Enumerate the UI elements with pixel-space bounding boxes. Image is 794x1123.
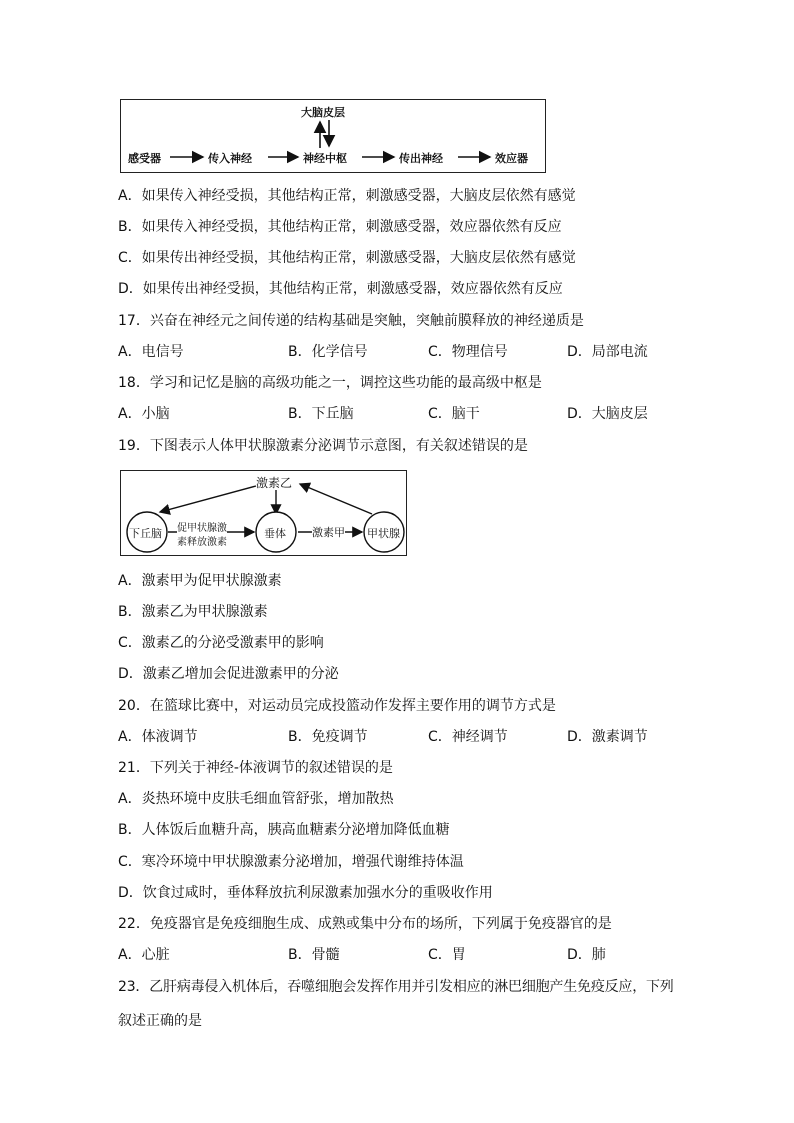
pituitary-label: 垂体	[264, 527, 286, 540]
q20-stem: 20．在篮球比赛中，对运动员完成投篮动作发挥主要作用的调节方式是	[118, 698, 556, 714]
q18-option-a: A．小脑	[118, 406, 170, 422]
q16-option-c: C．如果传出神经受损，其他结构正常，刺激感受器，大脑皮层依然有感觉	[118, 250, 576, 266]
q20-option-d: D．激素调节	[567, 729, 648, 745]
q18-stem: 18．学习和记忆是脑的高级功能之一，调控这些功能的最高级中枢是	[118, 375, 542, 391]
q22-stem: 22．免疫器官是免疫细胞生成、成熟或集中分布的场所，下列属于免疫器官的是	[118, 916, 612, 932]
effector-label: 效应器	[495, 152, 528, 165]
thyroid-label: 甲状腺	[367, 527, 400, 540]
center-label: 神经中枢	[303, 152, 347, 165]
afferent-label: 传入神经	[208, 152, 252, 165]
q19-option-c: C．激素乙的分泌受激素甲的影响	[118, 635, 324, 651]
q23-stem-line1: 23．乙肝病毒侵入机体后，吞噬细胞会发挥作用并引发相应的淋巴细胞产生免疫反应，下列	[118, 979, 674, 995]
q22-option-b: B．骨髓	[288, 947, 340, 963]
q17-option-d: D．局部电流	[567, 344, 648, 360]
q16-option-a: A．如果传入神经受损，其他结构正常，刺激感受器，大脑皮层依然有感觉	[118, 188, 576, 204]
q20-option-b: B．免疫调节	[288, 729, 368, 745]
trh-label-line1: 促甲状腺激	[177, 519, 227, 534]
q22-option-c: C．胃	[428, 947, 466, 963]
q19-option-a: A．激素甲为促甲状腺激素	[118, 573, 282, 589]
q23-stem-line2: 叙述正确的是	[118, 1013, 202, 1029]
hormone-b-label: 激素乙	[256, 476, 293, 490]
q18-option-d: D．大脑皮层	[567, 406, 648, 422]
q22-option-a: A．心脏	[118, 947, 170, 963]
q22-option-d: D．肺	[567, 947, 606, 963]
q16-option-d: D．如果传出神经受损，其他结构正常，刺激感受器，效应器依然有反应	[118, 281, 563, 297]
q21-stem: 21．下列关于神经-体液调节的叙述错误的是	[118, 760, 393, 776]
q19-option-b: B．激素乙为甲状腺激素	[118, 604, 268, 620]
q17-option-c: C．物理信号	[428, 344, 508, 360]
q21-option-a: A．炎热环境中皮肤毛细血管舒张，增加散热	[118, 791, 394, 807]
q21-option-d: D．饮食过咸时，垂体释放抗利尿激素加强水分的重吸收作用	[118, 885, 493, 901]
q19-option-d: D．激素乙增加会促进激素甲的分泌	[118, 666, 339, 682]
q20-option-c: C．神经调节	[428, 729, 508, 745]
q19-stem: 19．下图表示人体甲状腺激素分泌调节示意图，有关叙述错误的是	[118, 438, 528, 454]
efferent-label: 传出神经	[399, 152, 443, 165]
q20-option-a: A．体液调节	[118, 729, 198, 745]
hormone-a-label: 激素甲	[312, 526, 345, 539]
q16-option-b: B．如果传入神经受损，其他结构正常，刺激感受器，效应器依然有反应	[118, 219, 562, 235]
receptor-label: 感受器	[128, 152, 161, 165]
q21-option-b: B．人体饭后血糖升高，胰高血糖素分泌增加降低血糖	[118, 822, 450, 838]
q18-option-b: B．下丘脑	[288, 406, 354, 422]
q18-option-c: C．脑干	[428, 406, 480, 422]
q17-option-b: B．化学信号	[288, 344, 368, 360]
hypothalamus-label: 下丘脑	[129, 527, 162, 540]
q17-stem: 17．兴奋在神经元之间传递的结构基础是突触，突触前膜释放的神经递质是	[118, 313, 584, 329]
trh-label-line2: 素释放激素	[177, 537, 227, 548]
q21-option-c: C．寒冷环境中甲状腺激素分泌增加，增强代谢维持体温	[118, 854, 464, 870]
cortex-label: 大脑皮层	[301, 106, 345, 119]
q17-option-a: A．电信号	[118, 344, 184, 360]
